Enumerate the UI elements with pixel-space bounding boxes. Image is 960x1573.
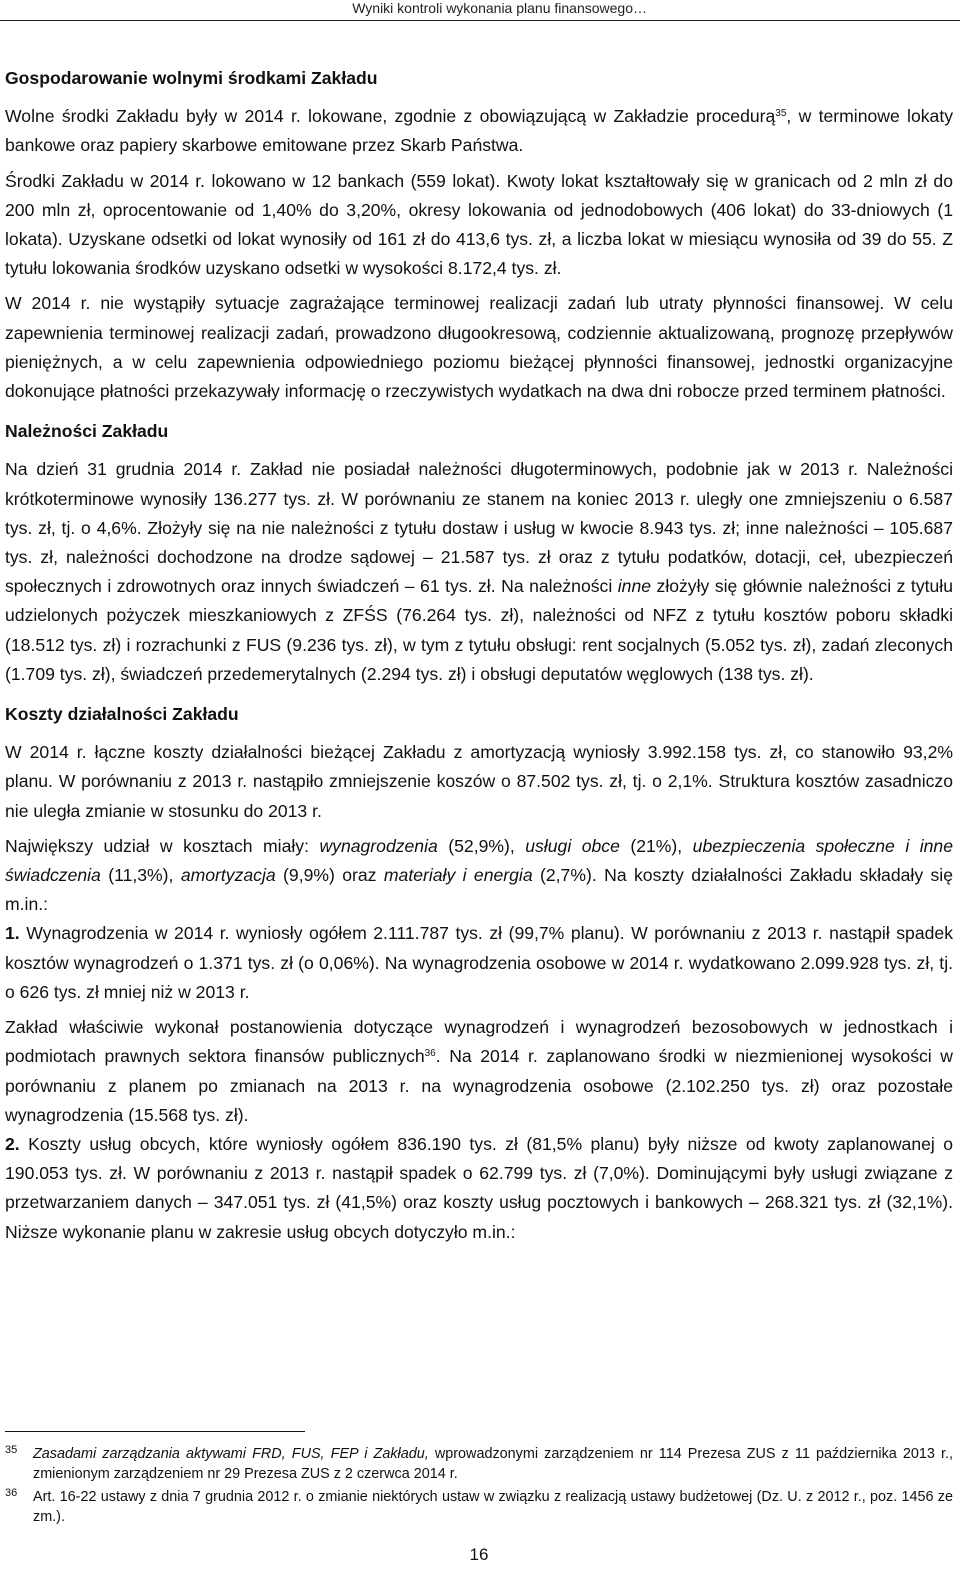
paragraph-text: Wynagrodzenia w 2014 r. wyniosły ogółem 2.111.787 tys. zł (99,7% planu). W porównaniu z 2013 r. nastąpił spadek kosztów wynagrodzeń o 1.371 tys. zł (o 0,06%). Na wynagrodzenia osobowe w 2014 r. wydatkowano 2.099.928 tys. zł, tj. o 626 tys. zł mniej niż w 2013 r. <box>5 923 953 1002</box>
emphasis-text: usługi obce <box>525 835 620 856</box>
paragraph-external-services <box>5 1130 953 1247</box>
paragraph-text: złożyły się głównie należności z tytułu udzielonych pożyczek mieszkaniowych z ZFŚS (76.264 tys. zł), należności od NFZ z tytułu kosztów poboru składki (18.512 tys. zł) i rozrachunki z FUS (9.236 tys. zł), w tym z tytułu obsługi: rent socjalnych (5.052 tys. zł), zadań zleconych (1.709 tys. zł), świadczeń przedemerytalnych (2.294 tys. zł) i obsługi deputatów węglowych (138 tys. zł). <box>5 576 953 684</box>
footnotes <box>5 1444 953 1530</box>
paragraph-text: (11,3%), <box>100 865 181 886</box>
paragraph-costs-total: W 2014 r. łączne koszty działalności bieżącej Zakładu z amortyzacją wyniosły 3.992.158 tys. zł, co stanowiło 93,2% planu. W porównaniu z 2013 r. nastąpiło zmniejszenie koszów o 87.502 tys. zł, tj. o 2,1%. Struktura kosztów zasadniczo nie uległa zmianie w stosunku do 2013 r. <box>5 742 953 821</box>
paragraph-free-funds-intro <box>5 102 953 160</box>
paragraph-text: Największy udział w kosztach miały: <box>5 835 320 856</box>
running-header <box>0 0 960 21</box>
section-title-free-funds: Gospodarowanie wolnymi środkami Zakładu <box>5 68 378 88</box>
footnote-ref-36[interactable]: 36 <box>424 1048 436 1060</box>
paragraph-text: (9,9%) oraz <box>275 865 384 886</box>
footnote-number: 36 <box>5 1486 18 1499</box>
footnote-36 <box>5 1487 953 1528</box>
paragraph-text: Koszty usług obcych, które wyniosły ogółem 836.190 tys. zł (81,5% planu) były niższe od kwoty zaplanowanej o 190.053 tys. zł. W porównaniu z 2013 r. nastąpił spadek o 62.799 tys. zł (7,0%). Dominującymi były usługi związane z przetwarzaniem danych – 347.051 tys. zł (41,5%) oraz koszty usług pocztowych i bankowych – 268.321 tys. zł (32,1%). Niższe wykonanie planu w zakresie usług obcych dotyczyło m.in.: <box>5 1133 953 1242</box>
paragraph-text: Na dzień 31 grudnia 2014 r. Zakład nie posiadał należności długoterminowych, podobnie jak w 2013 r. Należności krótkoterminowe wynosiły 136.277 tys. zł. W porównaniu ze stanem na koniec 2013 r. uległy one zmniejszeniu o 6.587 tys. zł, tj. o 4,6%. Złożyły się na nie należności z tytułu dostaw i usług w kwocie 8.943 tys. zł; inne należności – 105.687 tys. zł, należności dochodzone na drodze sądowej – 21.587 tys. zł oraz z tytułu podatków, dotacji, ceł, ubezpieczeń społecznych i zdrowotnych oraz innych świadczeń – 61 tys. zł. Na należności <box>5 459 953 597</box>
paragraph-text: . Na 2014 r. zaplanowano środki w niezmienionej wysokości w porównaniu z planem po zmianach na 2013 r. na wynagrodzenia osobowe (2.102.250 tys. zł) oraz pozostałe wynagrodzenia (15.568 tys. zł). <box>5 1046 953 1125</box>
paragraph-text: (52,9%), <box>437 835 526 856</box>
footnote-35 <box>5 1444 953 1485</box>
paragraph-receivables <box>5 455 953 689</box>
paragraph-wage-regulations <box>5 1013 953 1130</box>
running-title: Wyniki kontroli wykonania planu finansowego… <box>352 0 647 16</box>
emphasis-text: wynagrodzenia <box>319 835 438 856</box>
paragraph-text: , w terminowe lokaty bankowe oraz papiery skarbowe emitowane przez Skarb Państwa. <box>5 106 954 156</box>
paragraph-deposits: Środki Zakładu w 2014 r. lokowano w 12 bankach (559 lokat). Kwoty lokat kształtowały się w granicach od 2 mln zł do 200 mln zł, oprocentowanie od 1,40% do 3,20%, okresy lokowania od jednodobowych (406 lokat) do 33-dniowych (1 lokata). Uzyskane odsetki od lokat wynosiły od 161 zł do 413,6 tys. zł, a liczba lokat w miesiącu wynosiła od 39 do 55. Z tytułu lokowania środków uzyskano odsetki w wysokości 8.172,4 tys. zł. <box>5 170 953 279</box>
emphasis-text: inne <box>617 576 652 597</box>
footnote-text: Art. 16-22 ustawy z dnia 7 grudnia 2012 r. o zmianie niektórych ustaw w związku z realizacją ustawy budżetowej (Dz. U. z 2012 r., poz. 1456 ze zm.). <box>33 1488 953 1526</box>
section-title-costs: Koszty działalności Zakładu <box>5 704 239 725</box>
footnote-separator <box>5 1431 305 1432</box>
paragraph-liquidity: W 2014 r. nie wystąpiły sytuacje zagrażające terminowej realizacji zadań lub utraty płynności finansowej. W celu zapewnienia terminowej realizacji zadań, prowadzono długookresową, codziennie aktualizowaną, prognozę przepływów pieniężnych, a w celu zapewnienia odpowiedniego poziomu bieżącej płynności finansowej, jednostki organizacyjne dokonujące płatności przekazywały informację o rzeczywistych wydatkach na dwa dni robocze przed terminem płatności. <box>5 293 953 402</box>
paragraph-text: (21%), <box>619 835 693 856</box>
footnote-ref-35[interactable]: 35 <box>775 108 787 120</box>
paragraph-text: (2,7%). Na koszty działalności Zakładu składały się m.in.: <box>5 865 953 915</box>
emphasis-text: materiały i energia <box>383 865 533 886</box>
paragraph-text: Wolne środki Zakładu były w 2014 r. lokowane, zgodnie z obowiązującą w Zakładzie procedurą <box>5 106 776 127</box>
emphasis-text: amortyzacja <box>180 865 276 886</box>
list-number: 2. <box>5 1133 20 1154</box>
emphasis-text: ubezpieczenia społeczne i inne świadczenia <box>5 835 953 886</box>
list-number: 1. <box>5 923 20 944</box>
footnote-number: 35 <box>5 1444 18 1456</box>
page-number <box>0 1545 960 1565</box>
footnote-text: wprowadzonymi zarządzeniem nr 114 Prezesa ZUS z 11 października 2013 r., zmienionym zarządzeniem nr 29 Prezesa ZUS z 2 czerwca 2014 r. <box>33 1446 953 1483</box>
main-content <box>5 64 953 1247</box>
section-title-receivables: Należności Zakładu <box>5 421 169 442</box>
paragraph-wages <box>5 919 953 1007</box>
page-number-text: 16 <box>469 1545 489 1564</box>
paragraph-costs-structure <box>5 832 953 920</box>
emphasis-text: Zasadami zarządzania aktywami FRD, FUS, FEP i Zakładu, <box>33 1446 429 1462</box>
paragraph-text: Zakład właściwie wykonał postanowienia dotyczące wynagrodzeń i wynagrodzeń bezosobowych w jednostkach i podmiotach prawnych sektora finansów publicznych <box>5 1017 953 1067</box>
